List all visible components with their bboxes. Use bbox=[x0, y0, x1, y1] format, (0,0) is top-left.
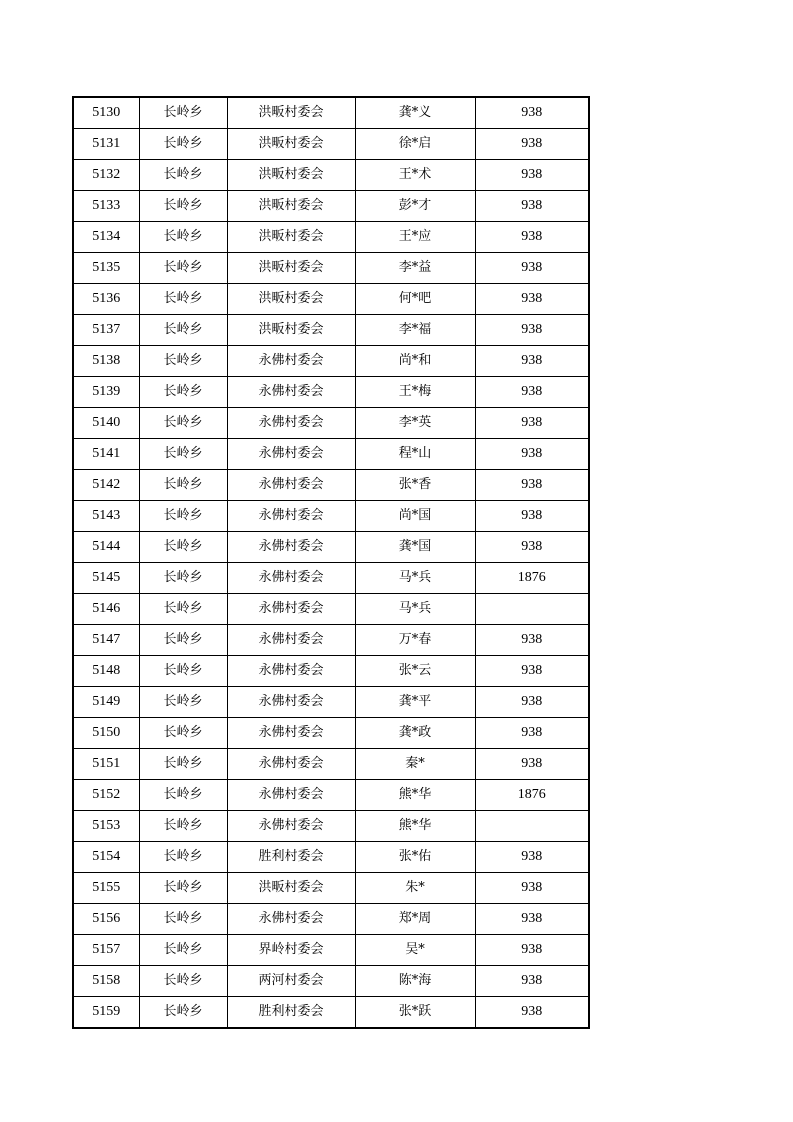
cell-id: 5141 bbox=[73, 439, 139, 470]
cell-id: 5136 bbox=[73, 284, 139, 315]
table-row bbox=[73, 563, 589, 594]
cell-town: 长岭乡 bbox=[139, 377, 227, 408]
cell-name: 李*益 bbox=[355, 253, 475, 284]
cell-name: 程*山 bbox=[355, 439, 475, 470]
table-row bbox=[73, 718, 589, 749]
cell-name: 吴* bbox=[355, 935, 475, 966]
table-row bbox=[73, 594, 589, 625]
cell-amount: 938 bbox=[475, 253, 589, 284]
cell-amount: 938 bbox=[475, 439, 589, 470]
cell-id: 5133 bbox=[73, 191, 139, 222]
table-row bbox=[73, 873, 589, 904]
table-row bbox=[73, 904, 589, 935]
cell-id: 5145 bbox=[73, 563, 139, 594]
cell-village: 永佛村委会 bbox=[227, 749, 355, 780]
cell-id: 5131 bbox=[73, 129, 139, 160]
table-row bbox=[73, 129, 589, 160]
cell-id: 5147 bbox=[73, 625, 139, 656]
cell-village: 洪畈村委会 bbox=[227, 222, 355, 253]
cell-name: 张*跃 bbox=[355, 997, 475, 1029]
cell-amount: 938 bbox=[475, 966, 589, 997]
cell-village: 永佛村委会 bbox=[227, 501, 355, 532]
cell-village: 洪畈村委会 bbox=[227, 129, 355, 160]
cell-amount: 938 bbox=[475, 191, 589, 222]
cell-name: 陈*海 bbox=[355, 966, 475, 997]
cell-amount: 938 bbox=[475, 935, 589, 966]
cell-village: 永佛村委会 bbox=[227, 811, 355, 842]
cell-id: 5144 bbox=[73, 532, 139, 563]
cell-name: 王*术 bbox=[355, 160, 475, 191]
cell-id: 5151 bbox=[73, 749, 139, 780]
cell-id: 5154 bbox=[73, 842, 139, 873]
cell-id: 5153 bbox=[73, 811, 139, 842]
cell-amount: 938 bbox=[475, 470, 589, 501]
cell-town: 长岭乡 bbox=[139, 594, 227, 625]
cell-id: 5132 bbox=[73, 160, 139, 191]
cell-name: 尚*国 bbox=[355, 501, 475, 532]
table-row bbox=[73, 284, 589, 315]
cell-village: 洪畈村委会 bbox=[227, 191, 355, 222]
cell-id: 5135 bbox=[73, 253, 139, 284]
cell-village: 胜利村委会 bbox=[227, 842, 355, 873]
cell-name: 马*兵 bbox=[355, 594, 475, 625]
cell-amount: 938 bbox=[475, 718, 589, 749]
cell-id: 5137 bbox=[73, 315, 139, 346]
table-row bbox=[73, 253, 589, 284]
cell-village: 永佛村委会 bbox=[227, 780, 355, 811]
table-row bbox=[73, 656, 589, 687]
cell-amount: 938 bbox=[475, 873, 589, 904]
cell-name: 万*春 bbox=[355, 625, 475, 656]
cell-village: 永佛村委会 bbox=[227, 439, 355, 470]
cell-town: 长岭乡 bbox=[139, 470, 227, 501]
cell-town: 长岭乡 bbox=[139, 656, 227, 687]
cell-town: 长岭乡 bbox=[139, 904, 227, 935]
cell-name: 徐*启 bbox=[355, 129, 475, 160]
cell-amount: 938 bbox=[475, 501, 589, 532]
cell-town: 长岭乡 bbox=[139, 97, 227, 129]
cell-town: 长岭乡 bbox=[139, 935, 227, 966]
cell-name: 马*兵 bbox=[355, 563, 475, 594]
cell-amount: 1876 bbox=[475, 780, 589, 811]
cell-amount: 1876 bbox=[475, 563, 589, 594]
cell-town: 长岭乡 bbox=[139, 191, 227, 222]
table-row bbox=[73, 780, 589, 811]
cell-name: 彭*才 bbox=[355, 191, 475, 222]
cell-amount: 938 bbox=[475, 842, 589, 873]
cell-village: 永佛村委会 bbox=[227, 532, 355, 563]
cell-town: 长岭乡 bbox=[139, 997, 227, 1029]
cell-town: 长岭乡 bbox=[139, 222, 227, 253]
cell-id: 5152 bbox=[73, 780, 139, 811]
cell-name: 熊*华 bbox=[355, 780, 475, 811]
cell-name: 张*香 bbox=[355, 470, 475, 501]
cell-town: 长岭乡 bbox=[139, 749, 227, 780]
table-row bbox=[73, 811, 589, 842]
table-body bbox=[73, 97, 589, 1028]
cell-town: 长岭乡 bbox=[139, 966, 227, 997]
cell-town: 长岭乡 bbox=[139, 873, 227, 904]
cell-name: 秦* bbox=[355, 749, 475, 780]
cell-town: 长岭乡 bbox=[139, 439, 227, 470]
cell-amount: 938 bbox=[475, 997, 589, 1029]
cell-id: 5150 bbox=[73, 718, 139, 749]
cell-id: 5140 bbox=[73, 408, 139, 439]
cell-id: 5143 bbox=[73, 501, 139, 532]
cell-village: 洪畈村委会 bbox=[227, 160, 355, 191]
cell-amount: 938 bbox=[475, 532, 589, 563]
table-row bbox=[73, 842, 589, 873]
table-row bbox=[73, 97, 589, 129]
table-row bbox=[73, 501, 589, 532]
cell-id: 5157 bbox=[73, 935, 139, 966]
cell-name: 何*吧 bbox=[355, 284, 475, 315]
cell-name: 朱* bbox=[355, 873, 475, 904]
cell-village: 两河村委会 bbox=[227, 966, 355, 997]
cell-town: 长岭乡 bbox=[139, 780, 227, 811]
table-row bbox=[73, 408, 589, 439]
cell-village: 洪畈村委会 bbox=[227, 97, 355, 129]
cell-town: 长岭乡 bbox=[139, 408, 227, 439]
cell-town: 长岭乡 bbox=[139, 253, 227, 284]
cell-town: 长岭乡 bbox=[139, 160, 227, 191]
table-row bbox=[73, 625, 589, 656]
cell-id: 5155 bbox=[73, 873, 139, 904]
cell-name: 龚*义 bbox=[355, 97, 475, 129]
cell-id: 5130 bbox=[73, 97, 139, 129]
cell-town: 长岭乡 bbox=[139, 284, 227, 315]
cell-village: 永佛村委会 bbox=[227, 718, 355, 749]
cell-name: 王*梅 bbox=[355, 377, 475, 408]
cell-village: 胜利村委会 bbox=[227, 997, 355, 1029]
cell-amount: 938 bbox=[475, 284, 589, 315]
cell-name: 龚*政 bbox=[355, 718, 475, 749]
cell-amount: 938 bbox=[475, 749, 589, 780]
cell-name: 郑*周 bbox=[355, 904, 475, 935]
cell-id: 5142 bbox=[73, 470, 139, 501]
cell-amount: 938 bbox=[475, 408, 589, 439]
cell-amount: 938 bbox=[475, 97, 589, 129]
table-row bbox=[73, 377, 589, 408]
cell-name: 李*英 bbox=[355, 408, 475, 439]
table-row bbox=[73, 532, 589, 563]
cell-name: 王*应 bbox=[355, 222, 475, 253]
cell-village: 永佛村委会 bbox=[227, 470, 355, 501]
table-row bbox=[73, 687, 589, 718]
cell-town: 长岭乡 bbox=[139, 501, 227, 532]
table-row bbox=[73, 439, 589, 470]
table-row bbox=[73, 749, 589, 780]
table-row bbox=[73, 470, 589, 501]
cell-town: 长岭乡 bbox=[139, 625, 227, 656]
cell-village: 永佛村委会 bbox=[227, 687, 355, 718]
cell-town: 长岭乡 bbox=[139, 532, 227, 563]
cell-id: 5139 bbox=[73, 377, 139, 408]
cell-village: 洪畈村委会 bbox=[227, 873, 355, 904]
cell-amount: 938 bbox=[475, 904, 589, 935]
cell-town: 长岭乡 bbox=[139, 842, 227, 873]
cell-town: 长岭乡 bbox=[139, 129, 227, 160]
cell-amount: 938 bbox=[475, 315, 589, 346]
cell-town: 长岭乡 bbox=[139, 346, 227, 377]
data-table bbox=[72, 96, 590, 1029]
cell-name: 张*云 bbox=[355, 656, 475, 687]
cell-amount: 938 bbox=[475, 346, 589, 377]
table-row bbox=[73, 160, 589, 191]
table-row bbox=[73, 966, 589, 997]
cell-name: 李*福 bbox=[355, 315, 475, 346]
cell-amount: 938 bbox=[475, 687, 589, 718]
cell-village: 洪畈村委会 bbox=[227, 253, 355, 284]
cell-name: 尚*和 bbox=[355, 346, 475, 377]
cell-village: 永佛村委会 bbox=[227, 377, 355, 408]
cell-amount: 938 bbox=[475, 129, 589, 160]
cell-village: 永佛村委会 bbox=[227, 346, 355, 377]
cell-village: 洪畈村委会 bbox=[227, 315, 355, 346]
cell-village: 永佛村委会 bbox=[227, 656, 355, 687]
cell-village: 永佛村委会 bbox=[227, 408, 355, 439]
cell-id: 5148 bbox=[73, 656, 139, 687]
cell-id: 5159 bbox=[73, 997, 139, 1029]
cell-amount: 938 bbox=[475, 377, 589, 408]
cell-amount bbox=[475, 811, 589, 842]
cell-town: 长岭乡 bbox=[139, 687, 227, 718]
cell-town: 长岭乡 bbox=[139, 718, 227, 749]
cell-town: 长岭乡 bbox=[139, 811, 227, 842]
cell-amount: 938 bbox=[475, 625, 589, 656]
cell-id: 5149 bbox=[73, 687, 139, 718]
cell-village: 永佛村委会 bbox=[227, 904, 355, 935]
cell-id: 5138 bbox=[73, 346, 139, 377]
cell-id: 5146 bbox=[73, 594, 139, 625]
cell-village: 永佛村委会 bbox=[227, 625, 355, 656]
cell-amount bbox=[475, 594, 589, 625]
table-row bbox=[73, 935, 589, 966]
cell-village: 永佛村委会 bbox=[227, 563, 355, 594]
table-row bbox=[73, 346, 589, 377]
cell-town: 长岭乡 bbox=[139, 315, 227, 346]
cell-town: 长岭乡 bbox=[139, 563, 227, 594]
cell-id: 5134 bbox=[73, 222, 139, 253]
cell-amount: 938 bbox=[475, 160, 589, 191]
cell-amount: 938 bbox=[475, 222, 589, 253]
cell-id: 5156 bbox=[73, 904, 139, 935]
cell-village: 洪畈村委会 bbox=[227, 284, 355, 315]
cell-id: 5158 bbox=[73, 966, 139, 997]
cell-village: 永佛村委会 bbox=[227, 594, 355, 625]
cell-name: 龚*平 bbox=[355, 687, 475, 718]
cell-amount: 938 bbox=[475, 656, 589, 687]
cell-name: 龚*国 bbox=[355, 532, 475, 563]
table-row bbox=[73, 191, 589, 222]
cell-name: 张*佑 bbox=[355, 842, 475, 873]
table-row bbox=[73, 315, 589, 346]
cell-village: 界岭村委会 bbox=[227, 935, 355, 966]
table-row bbox=[73, 222, 589, 253]
cell-name: 熊*华 bbox=[355, 811, 475, 842]
table-row bbox=[73, 997, 589, 1029]
